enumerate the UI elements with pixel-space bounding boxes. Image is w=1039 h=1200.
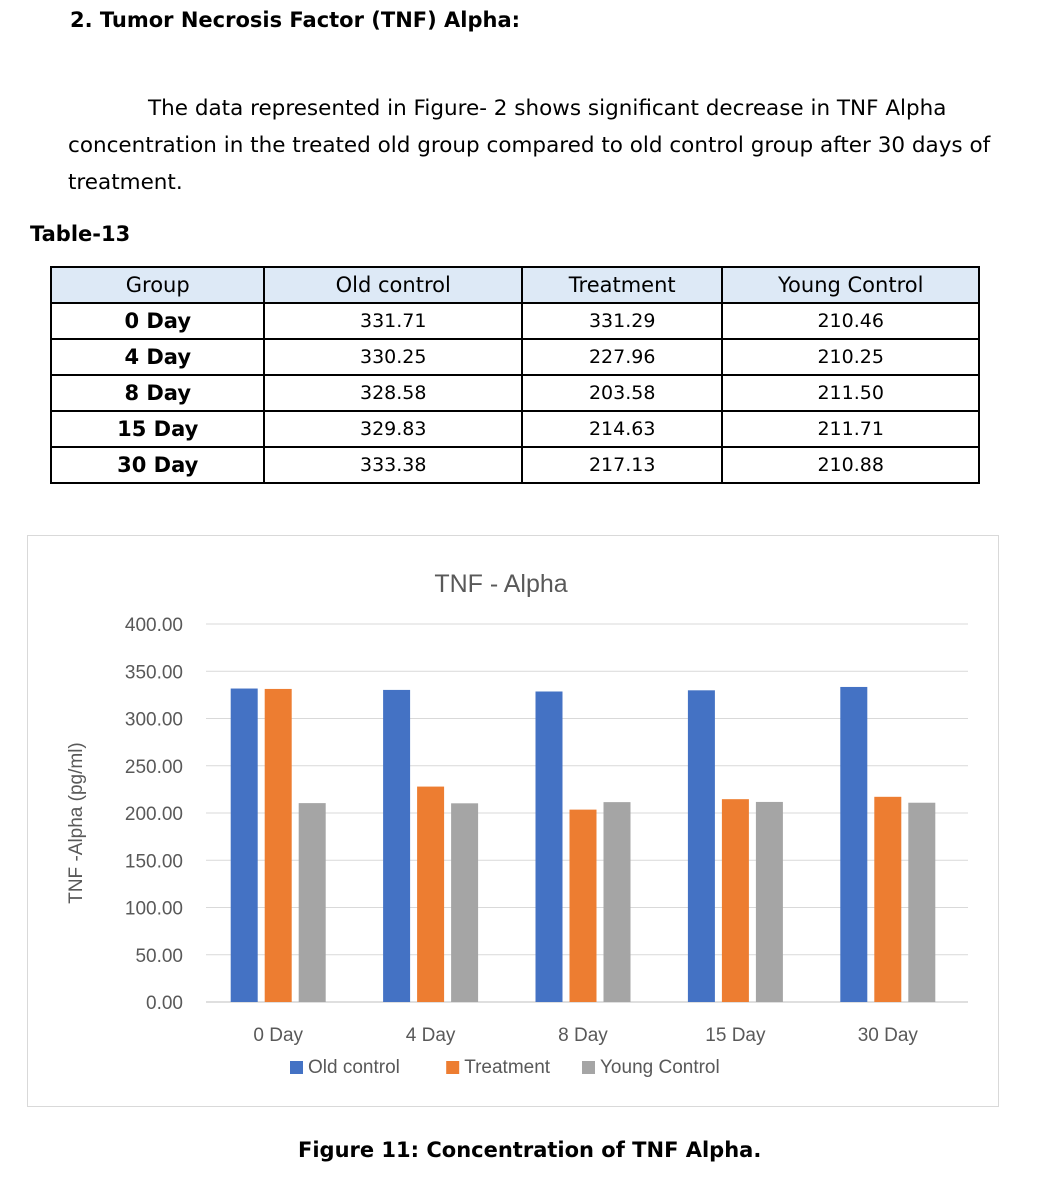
cell-young-control: 210.88 [722, 447, 979, 483]
legend-label: Young Control [600, 1057, 720, 1078]
y-tick-label: 250.00 [124, 756, 183, 778]
header-young-control: Young Control [722, 267, 979, 303]
cell-treatment: 227.96 [522, 339, 722, 375]
description-paragraph [68, 90, 1023, 201]
table-label: Table-13 [30, 222, 131, 246]
bar-old-control [231, 689, 258, 1002]
bar-young-control [299, 803, 326, 1002]
x-tick-label: 0 Day [253, 1025, 304, 1046]
bar-treatment [874, 797, 901, 1002]
y-tick-label: 400.00 [124, 615, 183, 636]
row-group: 0 Day [51, 303, 264, 339]
chart-title: TNF - Alpha [434, 570, 568, 598]
bar-young-control [908, 803, 935, 1002]
bar-young-control [756, 802, 783, 1002]
y-tick-label: 50.00 [135, 945, 183, 967]
table-header-row [51, 267, 979, 303]
bar-old-control [383, 690, 410, 1002]
table-row [51, 303, 979, 339]
cell-treatment: 214.63 [522, 411, 722, 447]
table-row [51, 447, 979, 483]
x-tick-label: 30 Day [857, 1025, 918, 1046]
x-tick-label: 4 Day [405, 1025, 456, 1046]
tnf-alpha-chart [27, 535, 999, 1107]
cell-young-control: 210.46 [722, 303, 979, 339]
paragraph-text: The data represented in Figure- 2 shows significant decrease in TNF Alpha concentration in the treated old group compared to old control group after 30 days of treatment. [68, 96, 991, 195]
cell-young-control: 211.50 [722, 375, 979, 411]
x-tick-label: 15 Day [705, 1025, 766, 1046]
legend-label: Old control [308, 1057, 400, 1078]
table-row [51, 339, 979, 375]
cell-treatment: 217.13 [522, 447, 722, 483]
tnf-table [50, 266, 980, 484]
cell-treatment: 203.58 [522, 375, 722, 411]
bar-treatment [722, 799, 749, 1002]
cell-old-control: 333.38 [264, 447, 522, 483]
bar-treatment [417, 787, 444, 1002]
bar-old-control [688, 690, 715, 1002]
bar-young-control [451, 803, 478, 1002]
header-treatment: Treatment [522, 267, 722, 303]
legend-label: Treatment [464, 1057, 551, 1078]
bar-treatment [570, 810, 597, 1002]
cell-young-control: 210.25 [722, 339, 979, 375]
bar-old-control [536, 691, 563, 1002]
y-tick-label: 0.00 [146, 993, 183, 1014]
legend-swatch-treatment [446, 1061, 459, 1074]
table-row [51, 411, 979, 447]
y-tick-label: 300.00 [124, 709, 183, 731]
bar-treatment [265, 689, 292, 1002]
x-tick-label: 8 Day [558, 1025, 608, 1046]
cell-young-control: 211.71 [722, 411, 979, 447]
cell-old-control: 329.83 [264, 411, 522, 447]
cell-old-control: 331.71 [264, 303, 522, 339]
table-row [51, 375, 979, 411]
header-group: Group [51, 267, 264, 303]
bar-old-control [840, 687, 867, 1002]
legend-swatch-old-control [290, 1061, 303, 1074]
cell-treatment: 331.29 [522, 303, 722, 339]
figure-caption: Figure 11: Concentration of TNF Alpha. [298, 1138, 762, 1162]
y-tick-label: 350.00 [124, 662, 183, 684]
cell-old-control: 330.25 [264, 339, 522, 375]
y-axis-label: TNF -Alpha (pg/ml) [66, 742, 87, 904]
cell-old-control: 328.58 [264, 375, 522, 411]
row-group: 30 Day [51, 447, 264, 483]
row-group: 15 Day [51, 411, 264, 447]
header-old-control: Old control [264, 267, 522, 303]
chart-svg [28, 536, 1000, 1108]
y-tick-label: 150.00 [124, 851, 183, 873]
row-group: 8 Day [51, 375, 264, 411]
bar-young-control [604, 802, 631, 1002]
row-group: 4 Day [51, 339, 264, 375]
section-heading: 2. Tumor Necrosis Factor (TNF) Alpha: [70, 8, 521, 32]
y-tick-label: 100.00 [124, 898, 183, 920]
y-tick-label: 200.00 [124, 804, 183, 825]
legend-swatch-young-control [582, 1061, 595, 1074]
